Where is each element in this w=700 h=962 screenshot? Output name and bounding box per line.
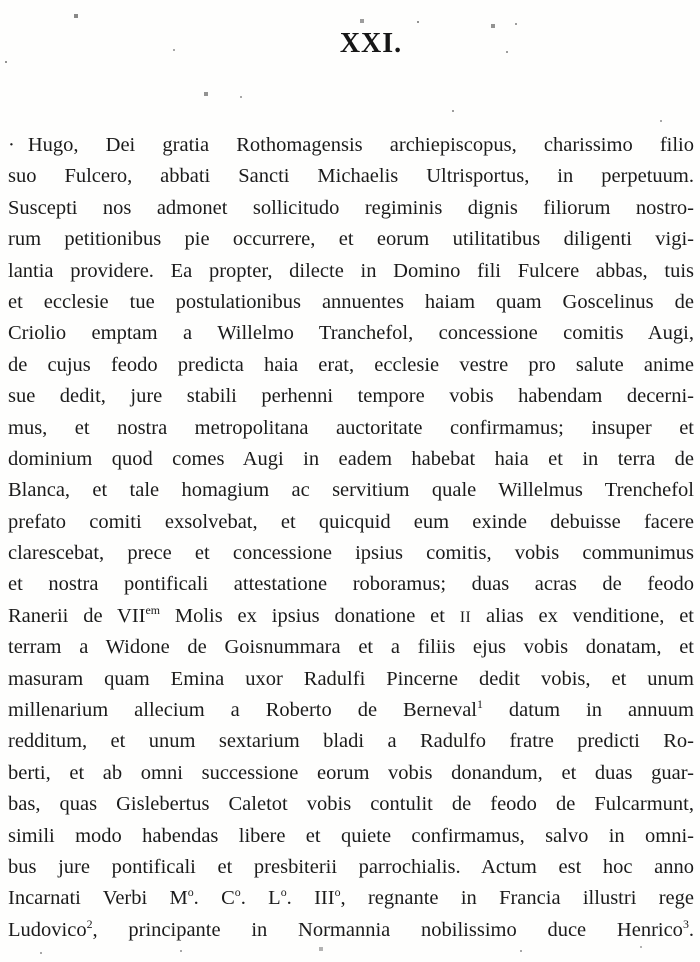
text-line	[8, 256, 694, 287]
text-line	[8, 318, 694, 349]
footnote-superscript: o	[280, 885, 287, 900]
text-segment: mus, et nostra metropolitana auctoritate confirmamus; insuper et	[8, 416, 694, 439]
text-segment: .	[688, 918, 694, 941]
text-segment: Hugo, Dei gratia Rothomagensis archiepiscopus, charissimo filio	[27, 134, 694, 156]
text-line	[8, 569, 694, 600]
text-segment: dominium quod comes Augi in eadem habebat haia et in terra de	[8, 447, 694, 470]
text-segment: . C	[193, 887, 235, 910]
footnote-superscript: 2	[86, 916, 93, 931]
text-segment: Criolio emptam a Willelmo Tranchefol, concessione comitis Augi,	[8, 322, 694, 345]
footnote-superscript: o	[187, 885, 194, 900]
text-line	[8, 161, 694, 192]
text-line	[8, 789, 694, 820]
text-line	[8, 193, 694, 224]
text-segment: simili modo habendas libere et quiete confirmamus, salvo in omni-	[8, 824, 694, 847]
text-segment: et nostra pontificali attestatione roboramus; duas acras de feodo	[8, 573, 694, 596]
text-segment: sue dedit, jure stabili perhenni tempore vobis habendam decerni-	[8, 385, 694, 408]
text-line	[8, 664, 694, 695]
text-segment: et ecclesie tue postulationibus annuentes haiam quam Goscelinus de	[8, 290, 694, 313]
text-segment: . III	[286, 887, 335, 910]
text-line	[8, 381, 694, 412]
text-line	[8, 632, 694, 663]
text-segment: Suscepti nos admonet sollicitudo regiminis dignis filiorum nostro-	[8, 196, 694, 219]
text-segment: lantia providere. Ea propter, dilecte in Domino fili Fulcere abbas, tuis	[8, 259, 694, 282]
footnote-superscript: 1	[477, 697, 483, 712]
scan-noise-speckles	[0, 0, 2, 2]
text-segment: masuram quam Emina uxor Radulfi Pincerne dedit vobis, et unum	[8, 667, 694, 690]
text-segment: prefato comiti exsolvebat, et quicquid eum exinde debuisse facere	[8, 510, 694, 533]
text-segment: . L	[240, 887, 281, 910]
section-number-heading: XXI.	[339, 28, 403, 59]
text-line	[8, 224, 694, 255]
text-segment: alias ex venditione, et	[471, 604, 694, 627]
text-segment: terram a Widone de Goisnummara et a filiis ejus vobis donatam, et	[8, 636, 694, 659]
footnote-superscript: 3	[682, 916, 689, 931]
text-line	[8, 444, 694, 475]
text-line	[8, 130, 694, 161]
text-line	[8, 852, 694, 883]
text-segment: rum petitionibus pie occurrere, et eorum utilitatibus diligenti vigi-	[8, 228, 694, 251]
text-line	[8, 538, 694, 569]
text-line	[8, 350, 694, 381]
text-line	[8, 883, 694, 914]
charter-text-block	[8, 130, 694, 946]
text-segment: Incarnati Verbi M	[8, 887, 188, 910]
text-segment: Molis ex ipsius donatione et	[160, 604, 460, 627]
text-line	[8, 287, 694, 318]
text-segment: bas, quas Gislebertus Caletot vobis contulit de feodo de Fulcarmunt,	[8, 793, 694, 816]
text-segment: , regnante in Francia illustri rege	[340, 887, 694, 910]
text-line	[8, 601, 694, 632]
text-line	[8, 413, 694, 444]
text-segment: de cujus feodo predicta haia erat, ecclesie vestre pro salute anime	[8, 353, 694, 376]
text-segment: Ranerii de VII	[8, 604, 146, 627]
text-segment: II	[459, 608, 472, 626]
text-line	[8, 915, 694, 946]
footnote-superscript: o	[234, 885, 241, 900]
text-segment: clarescebat, prece et concessione ipsius comitis, vobis communimus	[8, 542, 694, 565]
text-line	[8, 726, 694, 757]
footnote-superscript: em	[145, 603, 160, 618]
text-segment: , principante in Normannia nobilissimo duce Henrico	[92, 918, 683, 941]
footnote-superscript: o	[334, 885, 341, 900]
text-segment: millenarium allecium a Roberto de Berneval	[8, 699, 477, 722]
text-line	[8, 758, 694, 789]
text-line	[8, 821, 694, 852]
text-segment: Blanca, et tale homagium ac servitium quale Willelmus Trenchefol	[8, 479, 694, 502]
text-segment: datum in annuum	[482, 699, 695, 722]
text-segment: berti, et ab omni successione eorum vobis donandum, et duas guar-	[8, 761, 694, 784]
text-segment: suo Fulcero, abbati Sancti Michaelis Ultrisportus, in perpetuum.	[8, 165, 694, 188]
text-line	[8, 695, 694, 726]
text-line	[8, 507, 694, 538]
text-segment: redditum, et unum sextarium bladi a Radulfo fratre predicti Ro-	[8, 730, 694, 753]
text-segment: ·	[8, 134, 15, 156]
text-line	[8, 475, 694, 506]
text-segment: Ludovico	[8, 918, 87, 941]
text-segment: bus jure pontificali et presbiterii parrochialis. Actum est hoc anno	[8, 855, 694, 878]
